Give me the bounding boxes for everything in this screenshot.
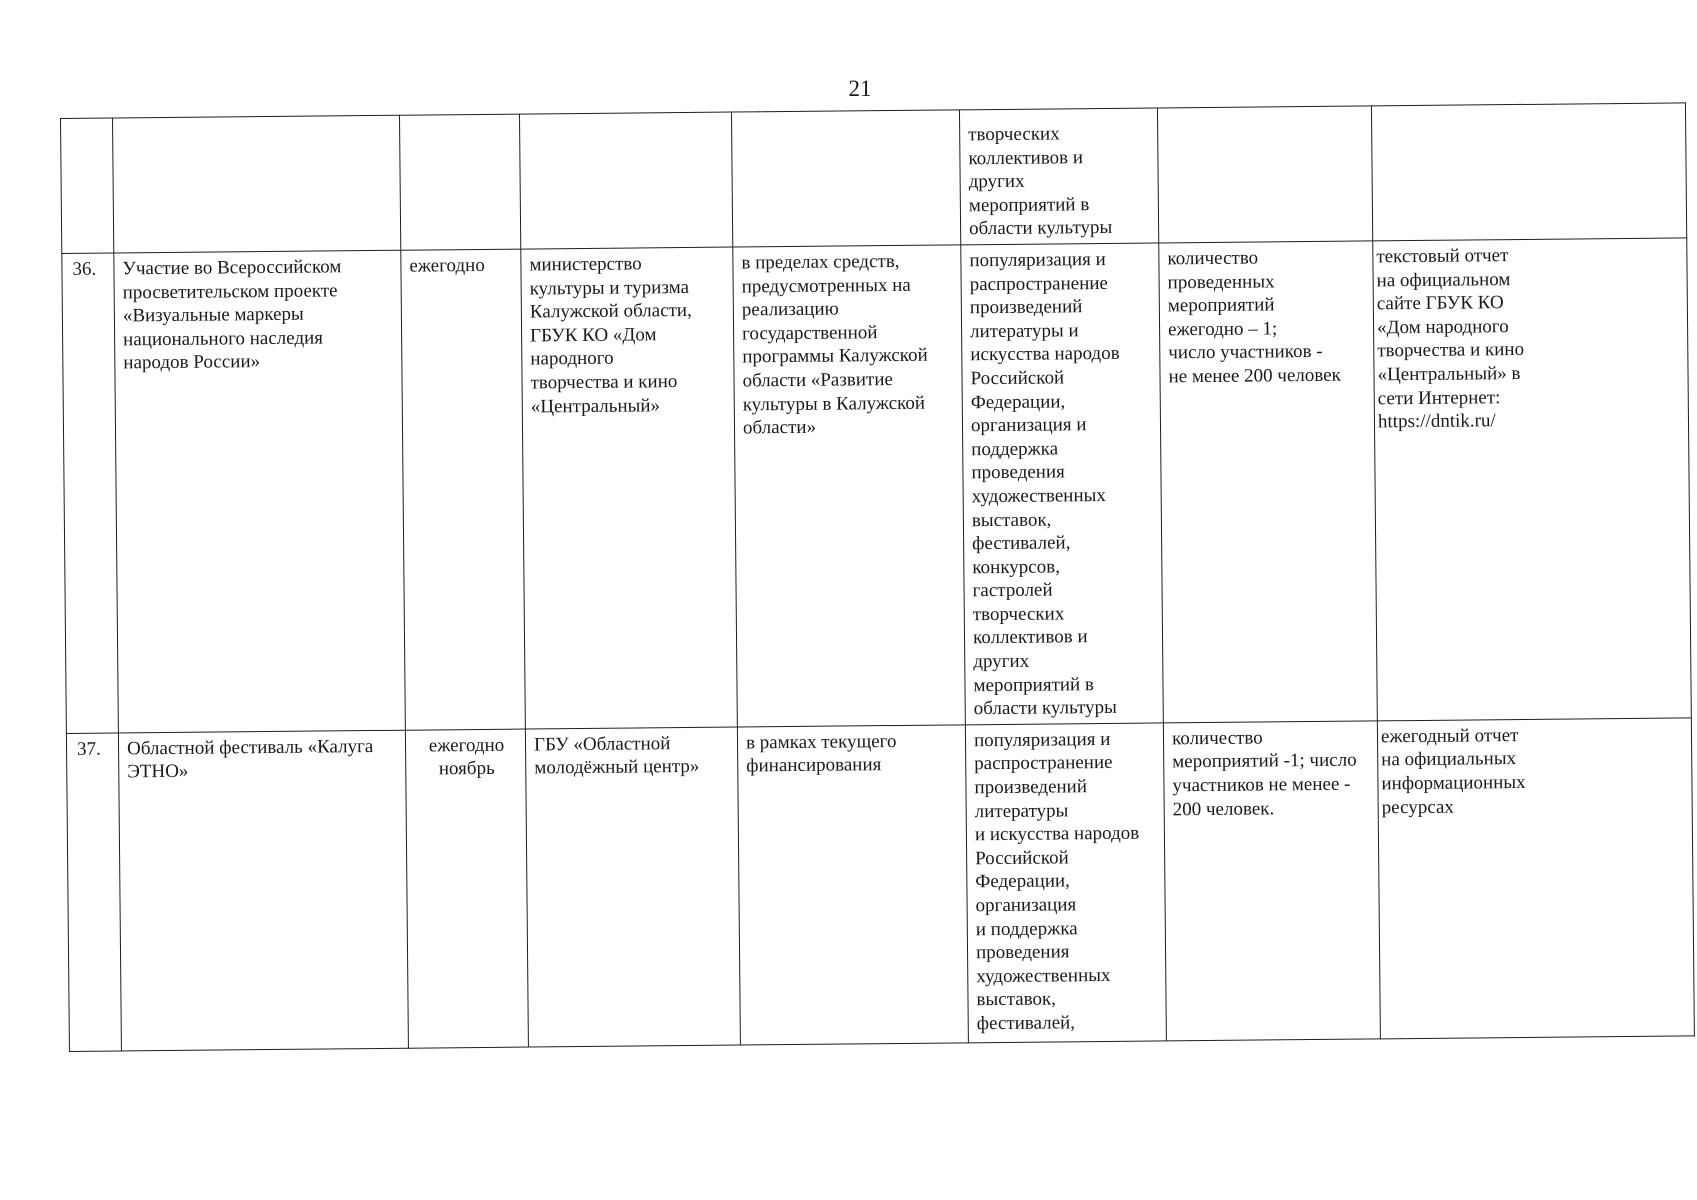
result-lines: творческих коллективов и других мероприятий в области культуры <box>968 123 1113 240</box>
cell-timing <box>399 114 520 250</box>
cell-report <box>1371 103 1686 241</box>
cell-event-name <box>113 115 401 253</box>
cell-report: ежегодный отчет на официальных информационных ресурсах <box>1377 718 1694 1039</box>
page-number: 21 <box>848 76 872 101</box>
cell-event-name: Областной фестиваль «Калуга ЭТНО» <box>118 730 408 1051</box>
cell-num <box>61 118 114 253</box>
cell-funding: в пределах средств, предусмотренных на реализацию государственной программы Калужской области «Развитие культуры в Калужской области» <box>733 245 966 727</box>
cell-executor: министерство культуры и туризма Калужской области, ГБУК КО «Дом народного творчества и кино «Центральный» <box>521 247 738 729</box>
table-row-36 <box>62 238 1692 733</box>
row-number: 37. <box>66 733 121 1051</box>
events-plan-table <box>60 102 1695 1051</box>
cell-report: текстовый отчет на официальном сайте ГБУК КО «Дом народного творчества и кино «Центральный» в сети Интернет: https://dntik.ru/ <box>1373 238 1692 721</box>
cell-result: популяризация и распространение произведений литературы и искусства народов Российской Федерации, организация и поддержка проведения художественных выставок, фестивалей, конкурсов, гастролей творческих коллективов и других мероприятий в области культуры <box>961 243 1164 725</box>
document-page <box>60 102 1695 1051</box>
cell-result <box>959 108 1158 245</box>
cell-indicator: количество проведенных мероприятий ежегодно – 1; число участников - не менее 200 человек <box>1159 241 1378 723</box>
cell-funding <box>731 110 960 247</box>
table-row-37 <box>66 718 1694 1052</box>
cell-executor <box>519 112 732 249</box>
cell-indicator <box>1157 106 1372 243</box>
report-url: https://dntik.ru/ <box>1377 410 1496 433</box>
cell-result: популяризация и распространение произведений литературы и искусства народов Российской Федерации, организация и поддержка проведения художественных выставок, фестивалей, <box>965 723 1166 1043</box>
table-row-continued <box>61 103 1687 254</box>
row-number: 36. <box>62 253 119 733</box>
cell-indicator: количество мероприятий -1; число участников не менее - 200 человек. <box>1163 721 1380 1041</box>
cell-timing: ежегодно ноябрь <box>405 729 528 1048</box>
cell-executor: ГБУ «Областной молодёжный центр» <box>525 727 740 1047</box>
cell-timing: ежегодно <box>401 249 526 730</box>
cell-event-name: Участие во Всероссийском просветительском проекте «Визуальные маркеры национального наследия народов России» <box>114 250 406 733</box>
cell-funding: в рамках текущего финансирования <box>737 725 968 1045</box>
